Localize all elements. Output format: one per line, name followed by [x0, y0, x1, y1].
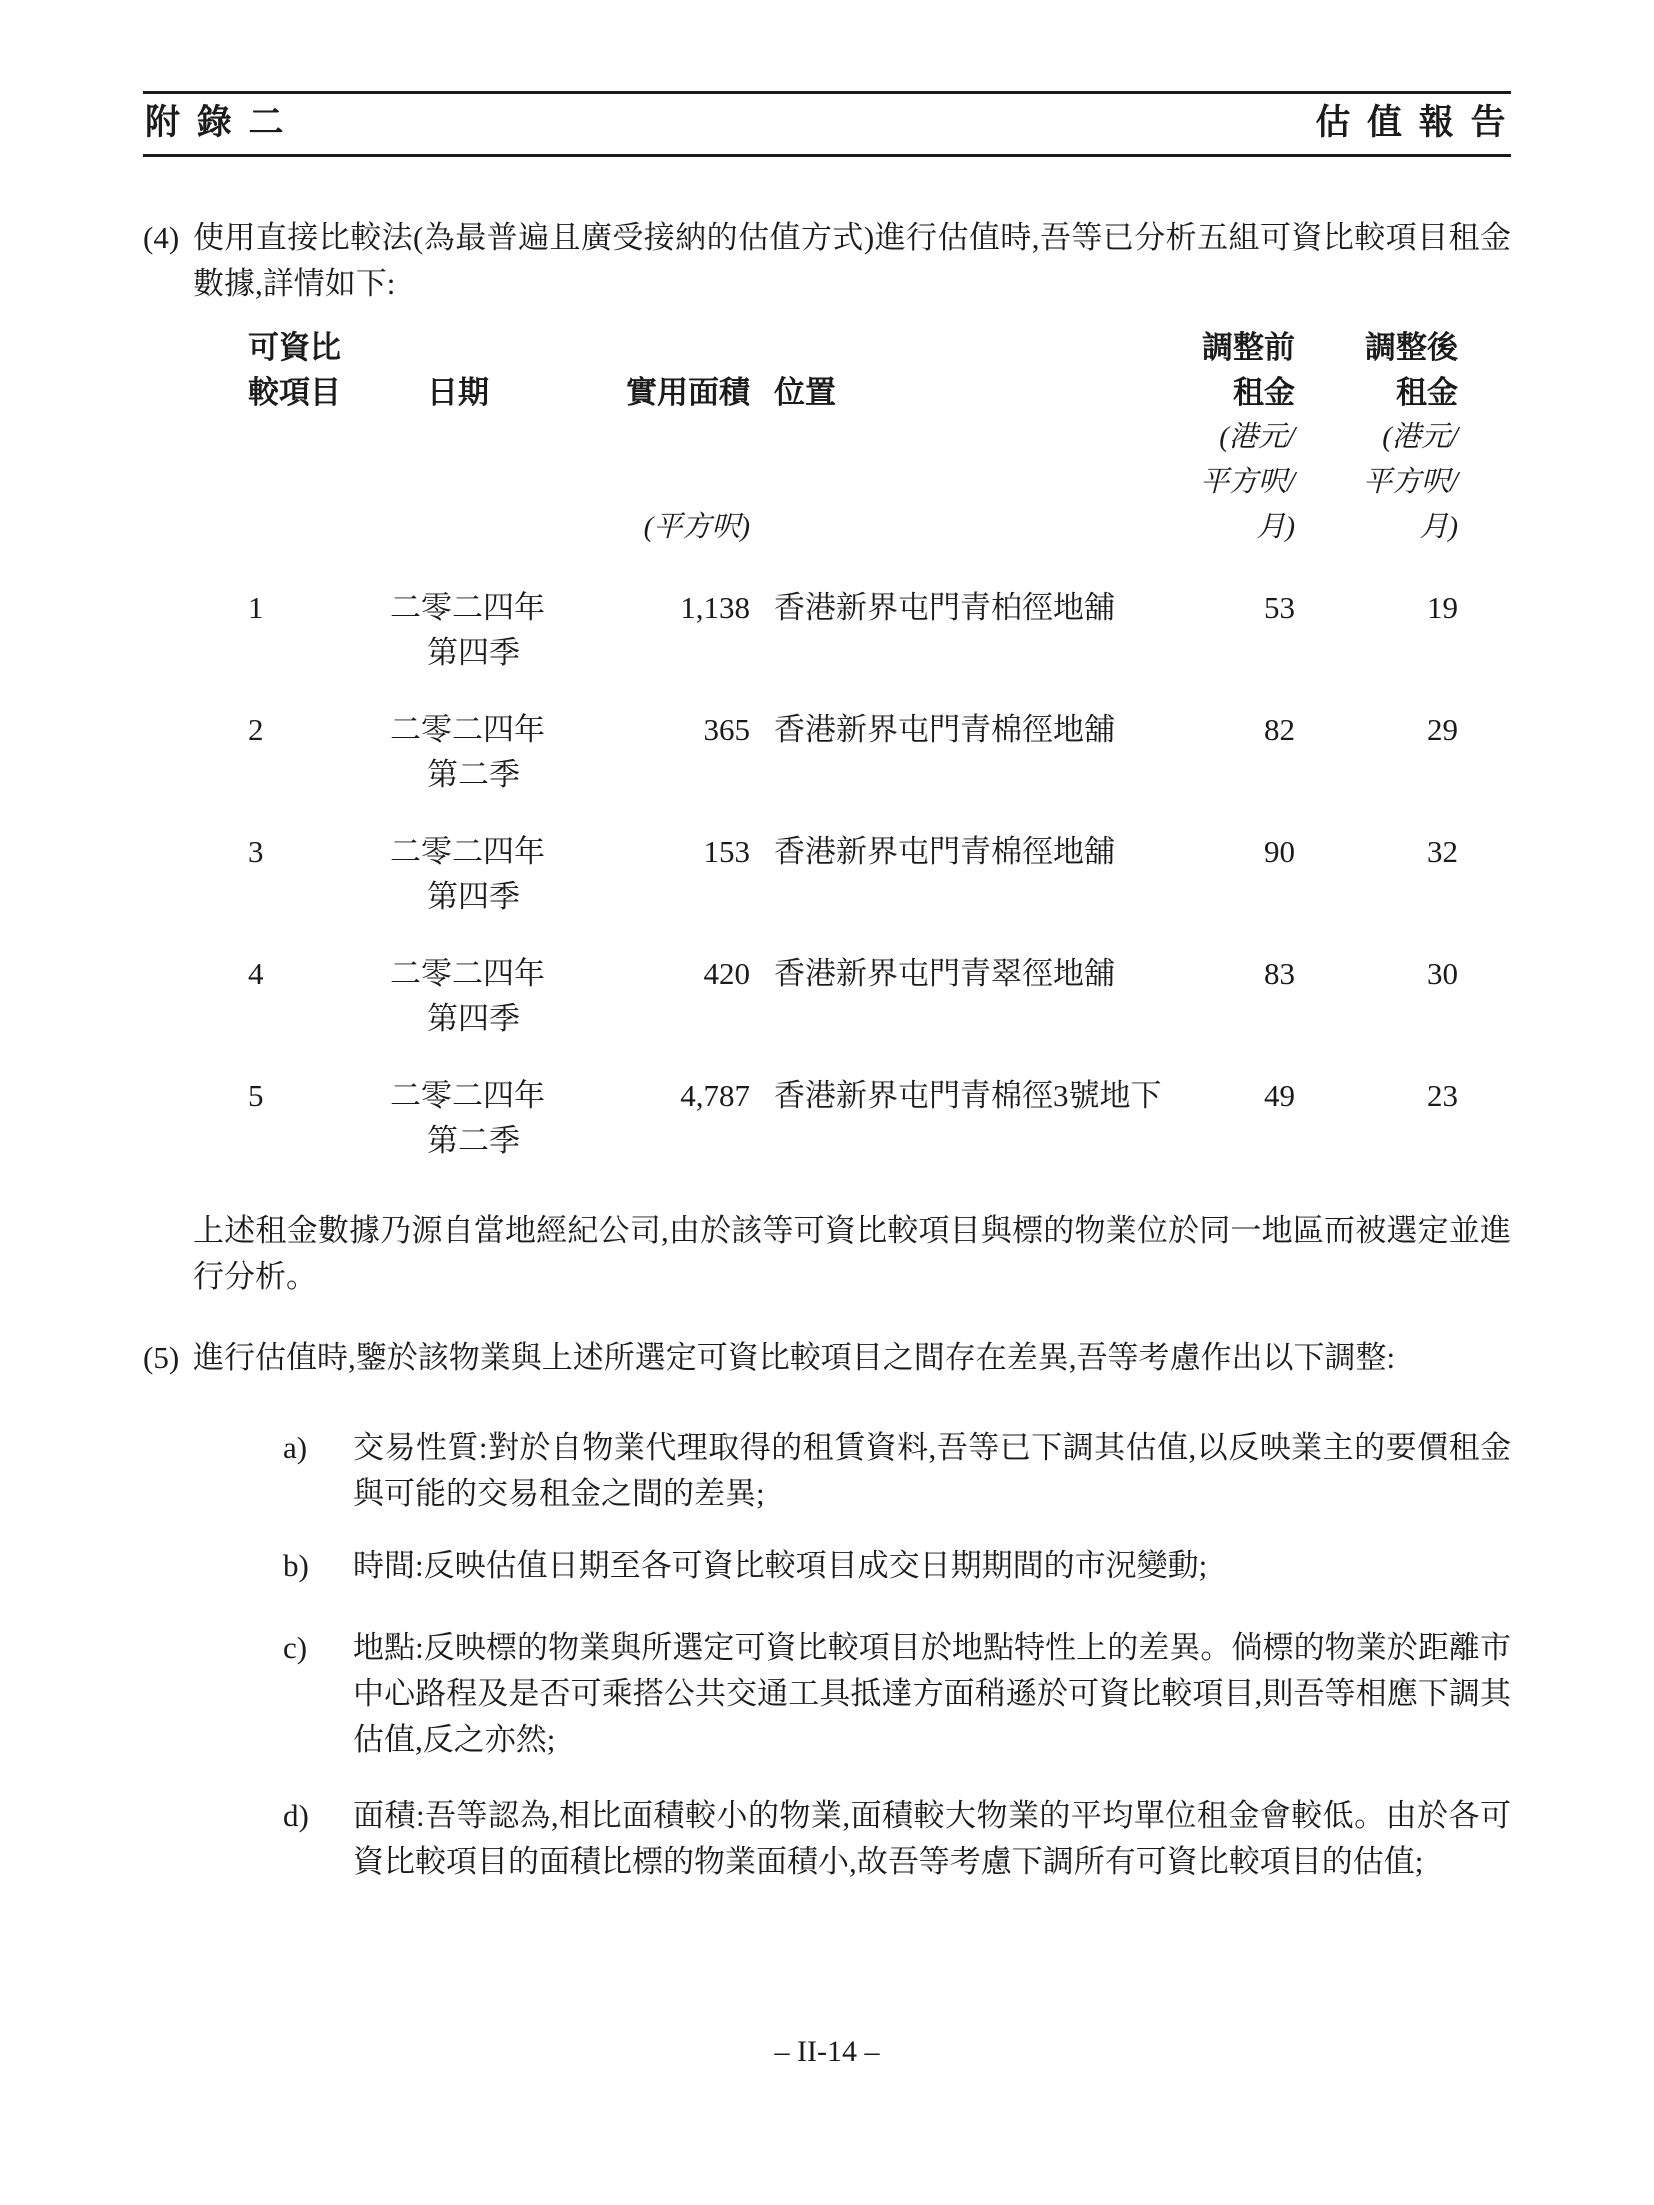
comparable-location: 香港新界屯門青翠徑地舖 [774, 956, 1115, 991]
table-row [248, 829, 1458, 919]
header-area: 實用面積 [626, 375, 750, 410]
list-item [283, 1625, 1511, 1763]
post-adjust-rent: 32 [1427, 834, 1458, 869]
table-row [248, 1073, 1458, 1163]
post-adjust-rent: 30 [1427, 956, 1458, 991]
adjustments-list [143, 1425, 1511, 1885]
list-item [283, 1543, 1511, 1589]
paragraph-5-text: 進行估值時,鑒於該物業與上述所選定可資比較項目之間存在差異,吾等考慮作出以下調整: [193, 1340, 1396, 1375]
pre-adjust-rent: 83 [1264, 956, 1295, 991]
comparable-number: 1 [248, 590, 264, 625]
header-post-adjust-line2: 租金 [1396, 375, 1458, 410]
header-pre-adjust-line2: 租金 [1233, 375, 1295, 410]
list-item [283, 1793, 1511, 1885]
pre-adjust-rent: 49 [1264, 1078, 1295, 1113]
page-header [143, 91, 1511, 157]
paragraph-4-number: (4) [143, 220, 180, 255]
header-location: 位置 [774, 375, 836, 410]
comparable-area: 4,787 [680, 1078, 750, 1113]
list-item-label: a) [283, 1430, 308, 1465]
paragraph-4 [143, 215, 1511, 307]
table-row [248, 951, 1458, 1041]
list-item-text: 面積:吾等認為,相比面積較小的物業,面積較大物業的平均單位租金會較低。由於各可資比較項目的面積比標的物業面積小,故吾等考慮下調所有可資比較項目的估值; [353, 1798, 1511, 1879]
list-item-label: d) [283, 1798, 309, 1833]
table-row [248, 585, 1458, 675]
comparable-location: 香港新界屯門青棉徑3號地下 [774, 1078, 1162, 1113]
list-item-text: 交易性質:對於自物業代理取得的租賃資料,吾等已下調其估值,以反映業主的要價租金與可能的交易租金之間的差異; [353, 1430, 1511, 1511]
comparables-table [248, 325, 1458, 1163]
comparable-date: 二零二四年 第四季 [390, 834, 545, 914]
report-title: 估 值 報 告 [1315, 103, 1509, 142]
comparable-area: 365 [703, 712, 750, 747]
comparable-date: 二零二四年 第二季 [390, 1078, 545, 1158]
header-area-unit: (平方呎) [643, 511, 750, 543]
comparable-location: 香港新界屯門青柏徑地舖 [774, 590, 1115, 625]
header-date: 日期 [427, 375, 489, 410]
post-adjust-rent: 19 [1427, 590, 1458, 625]
paragraph-rent-source: 上述租金數據乃源自當地經紀公司,由於該等可資比較項目與標的物業位於同一地區而被選定並進行分析。 [193, 1213, 1511, 1294]
comparable-number: 3 [248, 834, 264, 869]
header-pre-unit-line2: 平方呎/ [1199, 466, 1295, 498]
page-number: – II-14 – [774, 2035, 880, 2068]
post-adjust-rent: 29 [1427, 712, 1458, 747]
pre-adjust-rent: 82 [1264, 712, 1295, 747]
comparable-number: 4 [248, 956, 264, 991]
comparable-number: 2 [248, 712, 264, 747]
header-post-unit-line1: (港元/ [1382, 421, 1458, 453]
header-post-adjust-line1: 調整後 [1365, 330, 1458, 365]
header-pre-unit-line1: (港元/ [1219, 421, 1295, 453]
comparable-location: 香港新界屯門青棉徑地舖 [774, 834, 1115, 869]
header-post-unit-line3: 月) [1419, 511, 1458, 543]
comparable-date: 二零二四年 第四季 [390, 590, 545, 670]
list-item-label: b) [283, 1548, 309, 1583]
post-adjust-rent: 23 [1427, 1078, 1458, 1113]
comparable-area: 420 [703, 956, 750, 991]
paragraph-5-number: (5) [143, 1340, 180, 1375]
list-item [283, 1425, 1511, 1517]
comparable-area: 153 [703, 834, 750, 869]
pre-adjust-rent: 53 [1264, 590, 1295, 625]
comparable-location: 香港新界屯門青棉徑地舖 [774, 712, 1115, 747]
list-item-text: 地點:反映標的物業與所選定可資比較項目於地點特性上的差異。倘標的物業於距離市中心路程及是否可乘搭公共交通工具抵達方面稍遜於可資比較項目,則吾等相應下調其估值,反之亦然; [353, 1630, 1511, 1757]
comparable-number: 5 [248, 1078, 264, 1113]
list-item-label: c) [283, 1630, 308, 1665]
table-header [248, 325, 1458, 550]
header-post-unit-line2: 平方呎/ [1362, 466, 1458, 498]
paragraph-4-text: 使用直接比較法(為最普遍且廣受接納的估值方式)進行估值時,吾等已分析五組可資比較項目租金數據,詳情如下: [193, 220, 1511, 301]
paragraph-5 [143, 1335, 1511, 1381]
header-comparable-line1: 可資比 [248, 330, 341, 365]
table-row [248, 707, 1458, 797]
comparable-date: 二零二四年 第二季 [390, 712, 545, 792]
appendix-title: 附 錄 二 [145, 103, 287, 142]
comparable-area: 1,138 [680, 590, 750, 625]
comparable-date: 二零二四年 第四季 [390, 956, 545, 1036]
list-item-text: 時間:反映估值日期至各可資比較項目成交日期期間的市況變動; [353, 1548, 1208, 1583]
header-pre-adjust-line1: 調整前 [1202, 330, 1295, 365]
header-pre-unit-line3: 月) [1256, 511, 1295, 543]
pre-adjust-rent: 90 [1264, 834, 1295, 869]
header-comparable-line2: 較項目 [248, 375, 341, 410]
